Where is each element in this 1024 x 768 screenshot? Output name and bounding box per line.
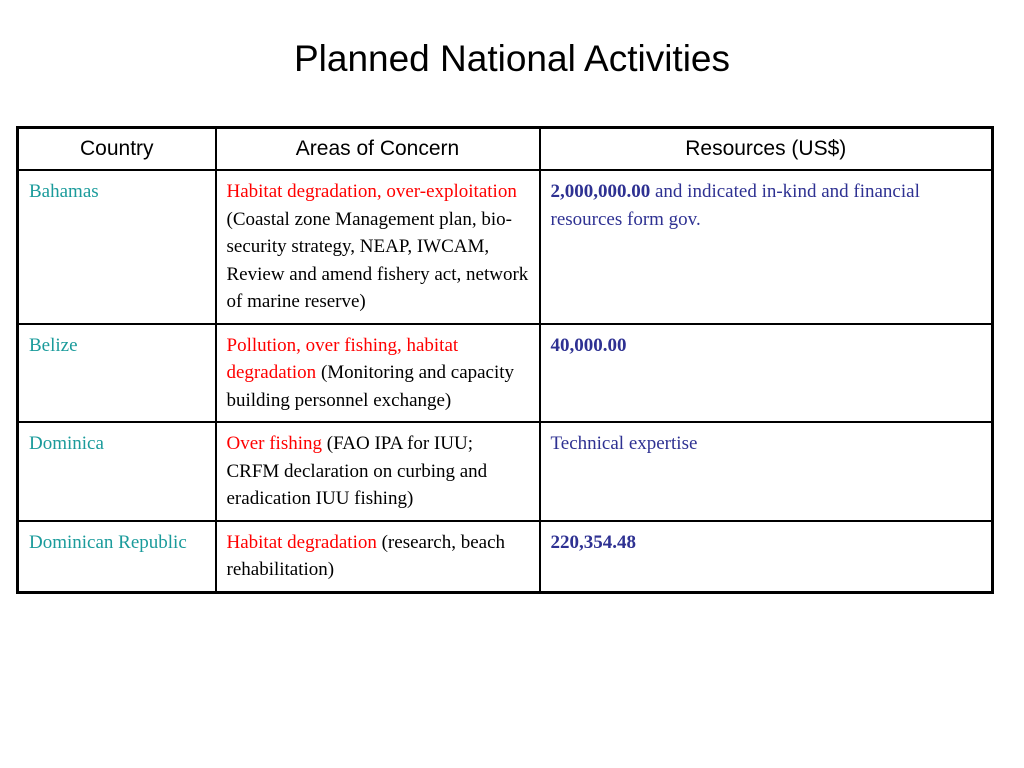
table-header-row — [18, 128, 993, 171]
table-row — [18, 521, 993, 593]
country-name: Belize — [29, 334, 78, 356]
resource-amount: 40,000.00 — [550, 334, 627, 356]
resource-cell — [540, 170, 993, 324]
resource-cell — [540, 422, 993, 521]
table-row — [18, 324, 993, 423]
slide-title: Planned National Activities — [293, 38, 731, 79]
table-row — [18, 170, 993, 324]
resource-cell — [540, 324, 993, 423]
header-resources: Resources (US$) — [540, 128, 993, 171]
header-areas-of-concern: Areas of Concern — [216, 128, 540, 171]
concern-cell — [216, 170, 540, 324]
country-name: Dominican Republic — [29, 531, 187, 553]
concern-detail: (Coastal zone Management plan, bio-security strategy, NEAP, IWCAM, Review and amend fishery act, network of marine reserve) — [226, 208, 529, 312]
resource-text: and indicated in-kind and financial resources form gov. — [550, 181, 920, 230]
concern-cell — [216, 422, 540, 521]
concern-detail: (FAO IPA for IUU; CRFM declaration on curbing and eradication IUU fishing) — [226, 433, 488, 509]
table-row — [18, 422, 993, 521]
resource-cell — [540, 521, 993, 593]
concern-detail: (research, beach rehabilitation) — [226, 531, 506, 580]
country-cell — [18, 521, 216, 593]
resource-amount: 220,354.48 — [550, 531, 636, 553]
concern-cell — [216, 324, 540, 423]
concern-cell — [216, 521, 540, 593]
country-name: Dominica — [29, 433, 104, 454]
country-cell — [18, 422, 216, 521]
country-cell — [18, 170, 216, 324]
resource-text: Technical expertise — [550, 433, 698, 454]
resource-amount: 2,000,000.00 — [550, 181, 651, 202]
header-country: Country — [18, 128, 216, 171]
concern-key: Habitat degradation — [226, 531, 377, 553]
concern-detail: (Monitoring and capacity building personnel exchange) — [226, 362, 515, 411]
concern-key: Habitat degradation, over-exploitation — [226, 181, 517, 202]
concern-key: Over fishing — [226, 433, 323, 454]
activities-table — [16, 126, 994, 594]
country-name: Bahamas — [29, 181, 99, 202]
country-cell — [18, 324, 216, 423]
concern-key: Pollution, over fishing, habitat degradation — [226, 334, 459, 383]
